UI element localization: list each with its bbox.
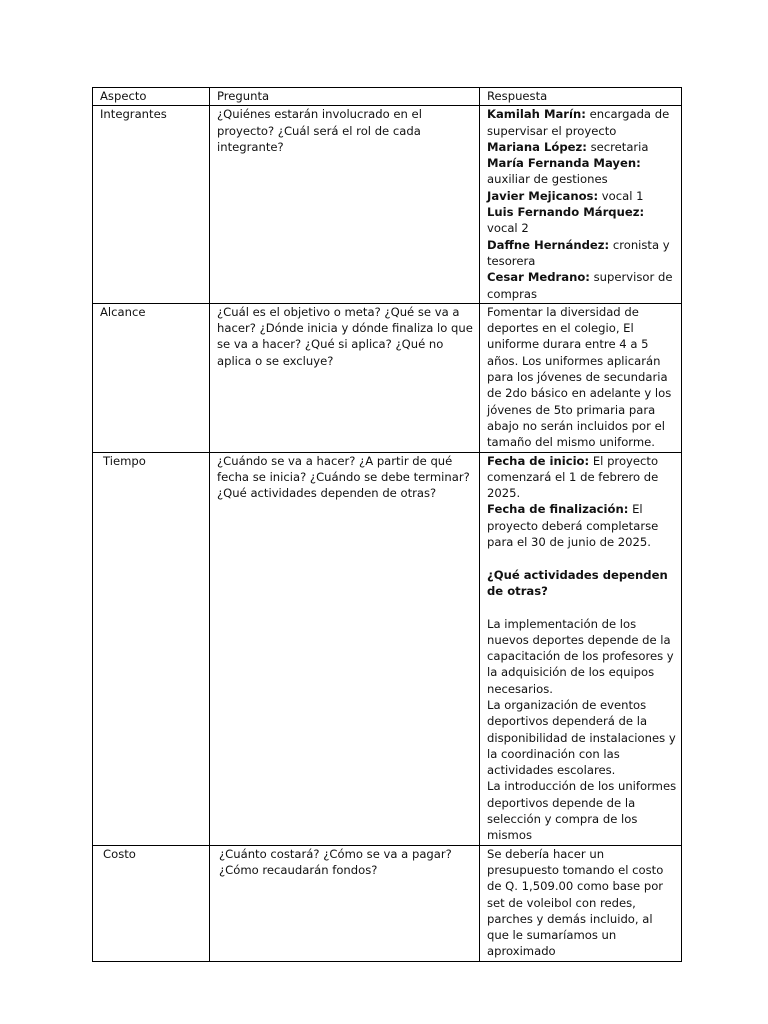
- row-alcance: [93, 303, 682, 452]
- question-costo: ¿Cuánto costará? ¿Cómo se va a pagar? ¿Cómo recaudarán fondos?: [210, 845, 480, 961]
- end-date: Fecha de finalización: El proyecto deberá completarse para el 30 de junio de 2025.: [487, 502, 659, 550]
- document-table: [92, 87, 682, 962]
- member-line: Mariana López: secretaria: [487, 139, 649, 154]
- question-tiempo: ¿Cuándo se va a hacer? ¿A partir de qué fecha se inicia? ¿Cuándo se debe terminar? ¿Qué actividades dependen de otras?: [210, 452, 480, 845]
- answer-alcance: Fomentar la diversidad de deportes en el colegio, El uniforme durara entre 4 a 5 años. Los uniformes aplicarán para los jóvenes de secundaria de 2do básico en adelante y los jóvenes de 5to primaria para abajo no serán incluidos por el tamaño del mismo uniforme.: [480, 303, 682, 452]
- aspect-costo: Costo: [93, 845, 210, 961]
- member-line: Daffne Hernández: cronista y tesorera: [487, 237, 670, 268]
- start-date: Fecha de inicio: El proyecto comenzará el 1 de febrero de 2025.: [487, 453, 659, 501]
- aspect-tiempo: Tiempo: [93, 452, 210, 845]
- dependency-item: La organización de eventos deportivos dependerá de la disponibilidad de instalaciones y la coordinación con las actividades escolares.: [487, 697, 676, 778]
- member-line: Javier Mejicanos: vocal 1: [487, 188, 644, 203]
- answer-costo: Se debería hacer un presupuesto tomando el costo de Q. 1,509.00 como base por set de voleibol con redes, parches y demás incluido, al que le sumaríamos un aproximado: [480, 845, 682, 961]
- row-tiempo: [93, 452, 682, 845]
- spacer: [487, 599, 677, 615]
- member-line: Luis Fernando Márquez: vocal 2: [487, 205, 645, 236]
- row-integrantes: [93, 106, 682, 304]
- row-costo: [93, 845, 682, 961]
- header-respuesta: Respuesta: [480, 88, 682, 106]
- header-aspecto: Aspecto: [93, 88, 210, 106]
- aspect-integrantes: Integrantes: [93, 106, 210, 304]
- answer-tiempo: [480, 452, 682, 845]
- aspect-alcance: Alcance: [93, 303, 210, 452]
- question-alcance: ¿Cuál es el objetivo o meta? ¿Qué se va a hacer? ¿Dónde inicia y dónde finaliza lo que se va a hacer? ¿Qué si aplica? ¿Qué no aplica o se excluye?: [210, 303, 480, 452]
- header-row: [93, 88, 682, 106]
- answer-integrantes: [480, 106, 682, 304]
- member-line: María Fernanda Mayen: auxiliar de gestiones: [487, 156, 641, 187]
- spacer: [487, 550, 677, 566]
- member-line: Cesar Medrano: supervisor de compras: [487, 270, 673, 301]
- dependency-item: La introducción de los uniformes deportivos depende de la selección y compra de los mismos: [487, 779, 677, 843]
- dependencies-heading: ¿Qué actividades dependen de otras?: [487, 567, 668, 598]
- header-pregunta: Pregunta: [210, 88, 480, 106]
- question-integrantes: ¿Quiénes estarán involucrado en el proyecto? ¿Cuál será el rol de cada integrante?: [210, 106, 480, 304]
- member-line: Kamilah Marín: encargada de supervisar el proyecto: [487, 107, 670, 138]
- dependency-item: La implementación de los nuevos deportes depende de la capacitación de los profesores y la adquisición de los equipos necesarios.: [487, 616, 674, 696]
